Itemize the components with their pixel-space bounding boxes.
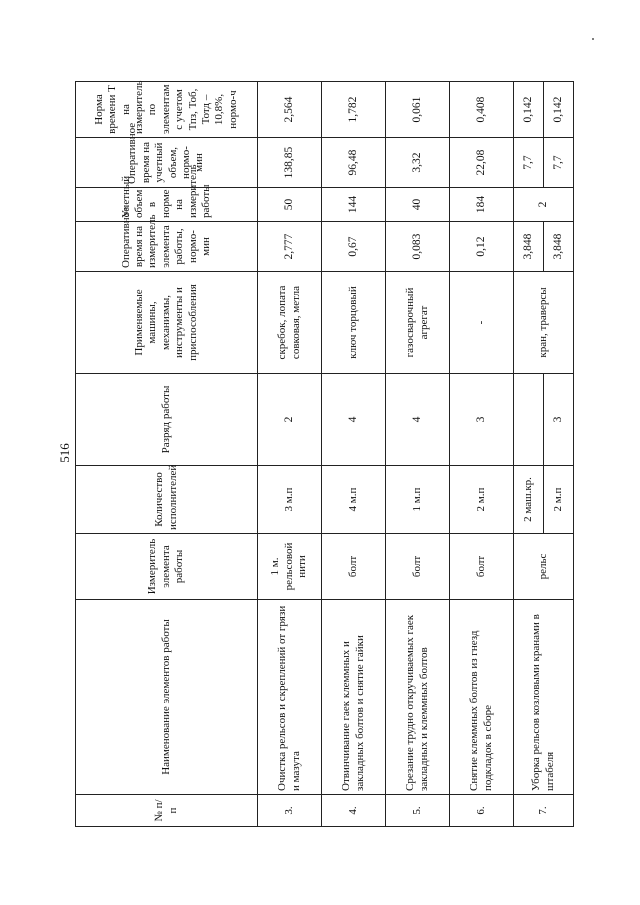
- cell-workers: 2 м.п: [450, 466, 514, 534]
- cell-workers-b: 2 м.п: [544, 466, 574, 534]
- cell-grade-a: [514, 374, 544, 466]
- cell-grade: 2: [258, 374, 322, 466]
- cell-op-time-unit: 0,083: [386, 222, 450, 272]
- cell-name: Отвинчивание гаек клеммных и закладных болтов и снятие гайки: [322, 600, 386, 795]
- cell-op-time-unit: 0,12: [450, 222, 514, 272]
- cell-machines: газосварочный агрегат: [386, 272, 450, 374]
- cell-workers: 4 м.п: [322, 466, 386, 534]
- table-row: [386, 82, 450, 827]
- cell-volume: 2: [514, 188, 574, 222]
- cell-meter: болт: [386, 534, 450, 600]
- cell-norm: 0,408: [450, 82, 514, 138]
- cell-op-time-volume-a: 7,7: [514, 138, 544, 188]
- cell-machines: кран, траверсы: [514, 272, 574, 374]
- page-number: 516: [57, 443, 72, 463]
- cell-meter: болт: [322, 534, 386, 600]
- table-row: [258, 82, 322, 827]
- table-header-row: [76, 82, 258, 827]
- cell-num: 5.: [386, 795, 450, 827]
- table-row-7a: [514, 82, 544, 827]
- cell-volume: 144: [322, 188, 386, 222]
- cell-name: Снятие клеммных болтов из гнезд подкладок в сборе: [450, 600, 514, 795]
- cell-op-time-unit-b: 3,848: [544, 222, 574, 272]
- header-op-time-volume: Оперативное время на учетный объем, нормо-мин: [76, 138, 258, 188]
- header-norm: Норма времени Т на измеритель по элементам с учетом Тпз, Тоб, Тотд – 10,8%, нормо-ч: [76, 82, 258, 138]
- cell-num: 6.: [450, 795, 514, 827]
- rotated-table-wrapper: [75, 82, 573, 827]
- cell-norm-a: 0,142: [514, 82, 544, 138]
- cell-grade: 4: [386, 374, 450, 466]
- cell-machines: ключ торцовый: [322, 272, 386, 374]
- cell-grade: 4: [322, 374, 386, 466]
- cell-volume: 184: [450, 188, 514, 222]
- cell-op-time-volume-b: 7,7: [544, 138, 574, 188]
- table-row: [322, 82, 386, 827]
- cell-volume: 40: [386, 188, 450, 222]
- cell-op-time-volume: 22,08: [450, 138, 514, 188]
- cell-machines: скребок, лопата совковая, метла: [258, 272, 322, 374]
- cell-norm: 1,782: [322, 82, 386, 138]
- cell-op-time-volume: 96,48: [322, 138, 386, 188]
- cell-num: 3.: [258, 795, 322, 827]
- header-workers: Количество исполнителей: [76, 466, 258, 534]
- table-row: [450, 82, 514, 827]
- header-volume: Учетный объем в норме на измеритель работы: [76, 188, 258, 222]
- cell-meter: болт: [450, 534, 514, 600]
- cell-machines: -: [450, 272, 514, 374]
- scan-speck: [592, 38, 594, 40]
- cell-workers-a: 2 маш.кр.: [514, 466, 544, 534]
- cell-op-time-volume: 3,32: [386, 138, 450, 188]
- cell-name: Уборка рельсов козловыми кранами в штабеля: [514, 600, 574, 795]
- header-machines: Применяемые машины, механизмы, инструменты и приспособления: [76, 272, 258, 374]
- cell-name: Очистка рельсов и скреплений от грязи и мазута: [258, 600, 322, 795]
- cell-norm: 0,061: [386, 82, 450, 138]
- header-grade: Разряд работы: [76, 374, 258, 466]
- cell-op-time-unit-a: 3,848: [514, 222, 544, 272]
- cell-grade: 3: [450, 374, 514, 466]
- cell-norm-b: 0,142: [544, 82, 574, 138]
- cell-workers: 3 м.п: [258, 466, 322, 534]
- work-elements-table: [75, 81, 574, 827]
- cell-op-time-volume: 138,85: [258, 138, 322, 188]
- cell-volume: 50: [258, 188, 322, 222]
- header-num: № п/п: [76, 795, 258, 827]
- cell-meter: 1 м. рельсовой нити: [258, 534, 322, 600]
- header-name: Наименование элементов работы: [76, 600, 258, 795]
- cell-op-time-unit: 0,67: [322, 222, 386, 272]
- header-op-time-unit: Оперативное время на измеритель элемента работы, нормо-мин: [76, 222, 258, 272]
- cell-num: 4.: [322, 795, 386, 827]
- header-meter: Измеритель элемента работы: [76, 534, 258, 600]
- cell-meter: рельс: [514, 534, 574, 600]
- cell-grade-b: 3: [544, 374, 574, 466]
- cell-norm: 2,564: [258, 82, 322, 138]
- cell-num: 7.: [514, 795, 574, 827]
- cell-workers: 1 м.п: [386, 466, 450, 534]
- cell-op-time-unit: 2,777: [258, 222, 322, 272]
- cell-name: Срезание трудно откручиваемых гаек закладных и клеммных болтов: [386, 600, 450, 795]
